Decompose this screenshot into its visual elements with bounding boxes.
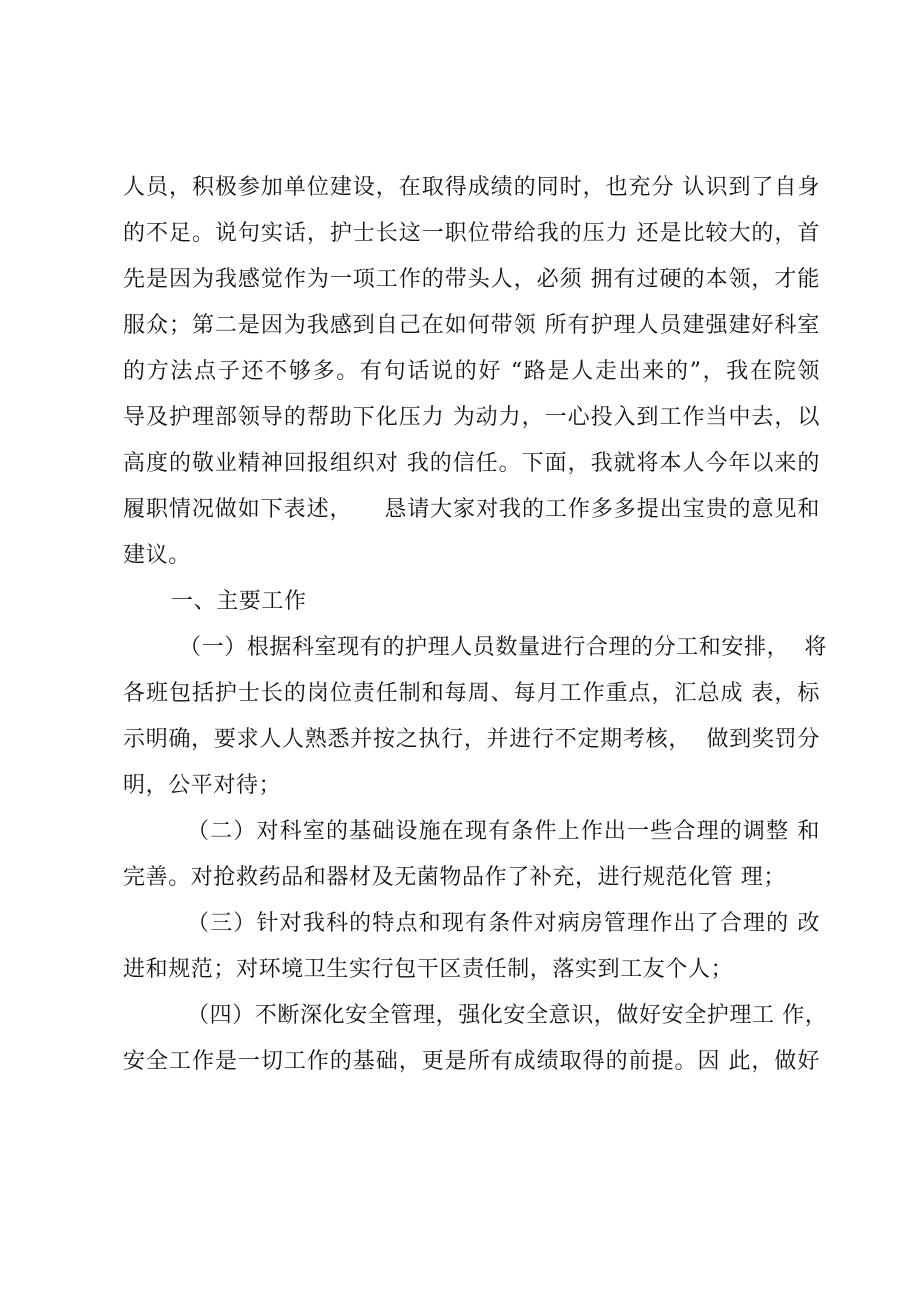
body-text-line: 履职情况做如下表述， 恳请大家对我的工作多多提出宝贵的意见和 bbox=[123, 497, 820, 522]
paragraph-first-line: （一）根据科室现有的护理人员数量进行合理的分工和安排， 将 bbox=[179, 635, 827, 660]
body-text-line: 进和规范；对环境卫生实行包干区责任制，落实到工友个人； bbox=[123, 957, 734, 982]
body-text-line: 各班包括护士长的岗位责任制和每周、每月工作重点，汇总成 表，标 bbox=[123, 681, 820, 706]
section-heading: 一、主要工作 bbox=[171, 589, 307, 614]
body-text-line: 的不足。说句实话，护士长这一职位带给我的压力 还是比较大的，首 bbox=[123, 221, 820, 246]
body-text-line: 安全工作是一切工作的基础，更是所有成绩取得的前提。因 此，做好 bbox=[123, 1049, 820, 1074]
body-text-line: 导及护理部领导的帮助下化压力 为动力，一心投入到工作当中去，以 bbox=[123, 405, 820, 430]
body-text-line: 高度的敬业精神回报组织对 我的信任。下面，我就将本人今年以来的 bbox=[123, 451, 820, 476]
body-text-line: 明，公平对待； bbox=[123, 773, 282, 798]
body-text-line: 示明确，要求人人熟悉并按之执行，并进行不定期考核， 做到奖罚分 bbox=[123, 727, 820, 752]
body-text-line: 人员，积极参加单位建设，在取得成绩的同时，也充分 认识到了自身 bbox=[123, 175, 820, 200]
body-text-line: 先是因为我感觉作为一项工作的带头人，必须 拥有过硬的本领，才能 bbox=[123, 267, 820, 292]
body-text-line: 服众；第二是因为我感到自己在如何带领 所有护理人员建强建好科室 bbox=[123, 313, 820, 338]
paragraph-first-line: （二）对科室的基础设施在现有条件上作出一些合理的调整 和 bbox=[187, 819, 820, 844]
paragraph-first-line: （四）不断深化安全管理，强化安全意识，做好安全护理工 作， bbox=[187, 1003, 828, 1028]
body-text-line: 的方法点子还不够多。有句话说的好 “路是人走出来的”，我在院领 bbox=[123, 359, 820, 384]
paragraph-first-line: （三）针对我科的特点和现有条件对病房管理作出了合理的 改 bbox=[187, 911, 820, 936]
body-text-line: 完善。对抢救药品和器材及无菌物品作了补充，进行规范化管 理； bbox=[123, 865, 786, 890]
body-text-line: 建议。 bbox=[123, 543, 191, 568]
